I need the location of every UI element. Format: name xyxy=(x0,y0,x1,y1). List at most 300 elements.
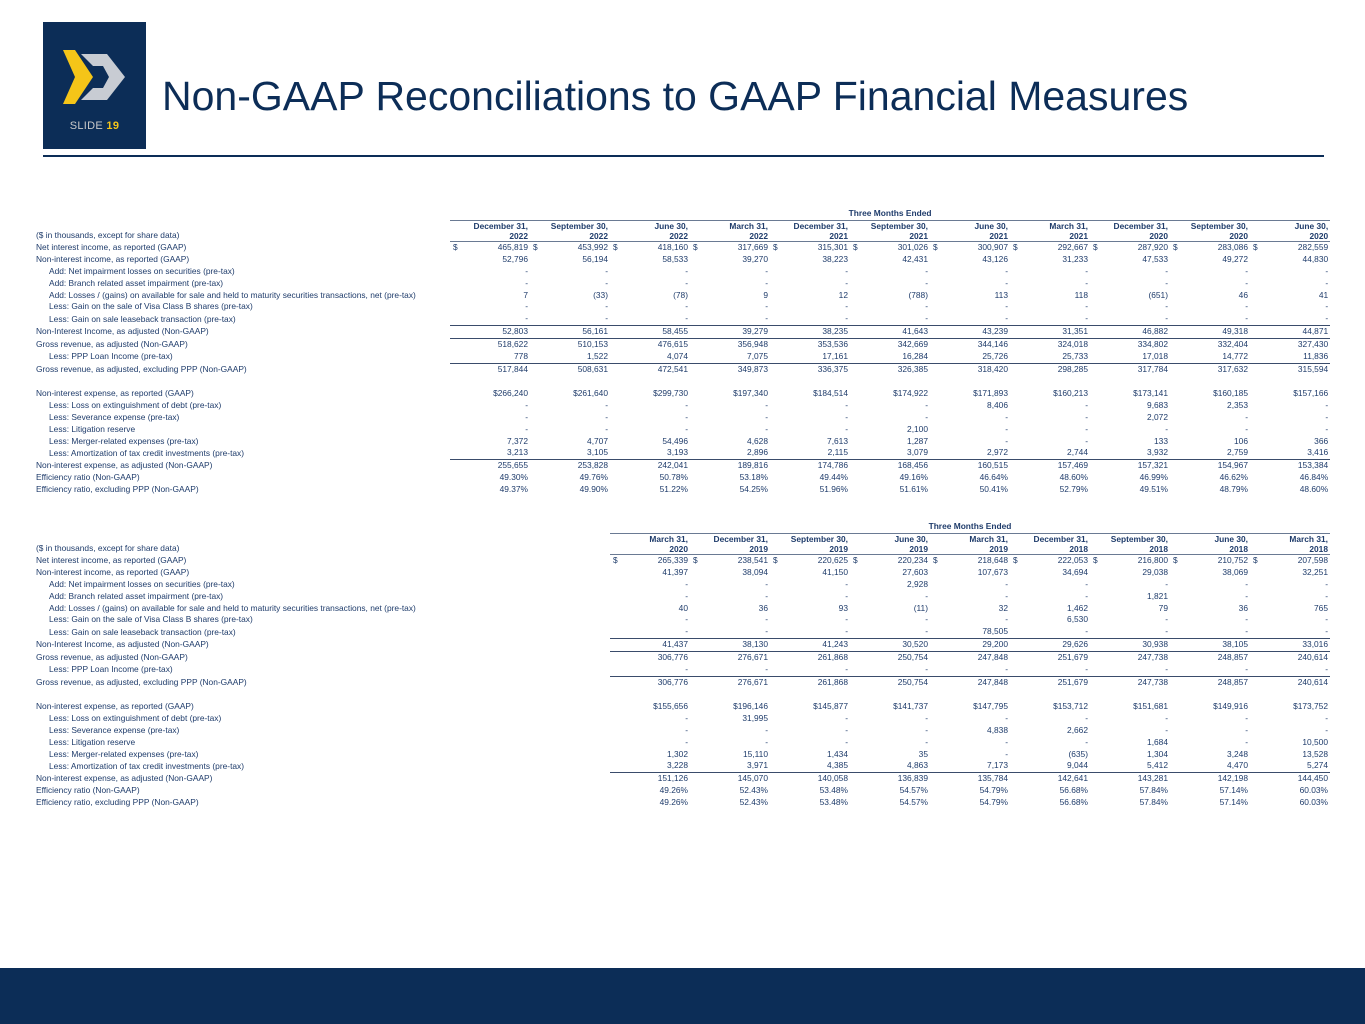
value-text: $299,730 xyxy=(653,387,688,398)
cell-value xyxy=(1170,579,1250,591)
cell-value xyxy=(1010,567,1090,579)
cell-value xyxy=(610,460,690,472)
table-row xyxy=(36,725,1330,737)
period-header xyxy=(850,220,930,241)
value-text: - xyxy=(525,301,528,312)
value-text: 168,456 xyxy=(897,460,928,471)
cell-value xyxy=(1250,713,1330,725)
cell-value xyxy=(450,326,530,339)
value-text: 41,243 xyxy=(822,639,848,650)
cell-value xyxy=(690,567,770,579)
value-text: - xyxy=(1085,578,1088,589)
cell-value xyxy=(770,266,850,278)
period-month: March 31, xyxy=(1289,533,1328,544)
value-text: - xyxy=(925,712,928,723)
value-text: - xyxy=(605,313,608,324)
value-text: 38,094 xyxy=(742,566,768,577)
cell-value xyxy=(1170,554,1250,566)
value-text: - xyxy=(685,277,688,288)
value-text: 324,018 xyxy=(1057,339,1088,350)
period-year: 2019 xyxy=(749,543,768,554)
value-text: 29,200 xyxy=(982,639,1008,650)
value-text: - xyxy=(1085,626,1088,637)
cell-value xyxy=(1170,664,1250,676)
value-text: - xyxy=(685,712,688,723)
cell-value xyxy=(530,254,610,266)
period-year: 2022 xyxy=(749,230,768,241)
cell-value xyxy=(450,278,530,290)
value-text: 306,776 xyxy=(657,652,688,663)
cell-value xyxy=(690,713,770,725)
reconciliation-table-2018-2020 xyxy=(36,521,1330,809)
cell-value xyxy=(1250,760,1330,772)
value-text: 251,679 xyxy=(1057,652,1088,663)
value-text: - xyxy=(1085,664,1088,675)
value-text: 240,614 xyxy=(1297,652,1328,663)
value-text: 49.16% xyxy=(899,472,928,483)
period-month: December 31, xyxy=(1033,533,1088,544)
period-header xyxy=(770,533,850,554)
table-row xyxy=(36,713,1330,725)
cell-value xyxy=(1010,713,1090,725)
cell-value xyxy=(930,388,1010,400)
value-text: - xyxy=(925,626,928,637)
cell-value xyxy=(1170,388,1250,400)
value-text: 47,533 xyxy=(1142,253,1168,264)
cell-value xyxy=(930,639,1010,652)
cell-value xyxy=(850,725,930,737)
cell-value xyxy=(1250,567,1330,579)
value-text: 29,626 xyxy=(1062,639,1088,650)
cell-value xyxy=(1250,351,1330,363)
value-text: 38,235 xyxy=(822,326,848,337)
cell-value xyxy=(1090,701,1170,713)
value-text: 255,655 xyxy=(497,460,528,471)
value-text: - xyxy=(1165,724,1168,735)
cell-value xyxy=(690,326,770,339)
value-text: 145,070 xyxy=(737,773,768,784)
slide-label: SLIDE xyxy=(69,120,104,132)
table-row xyxy=(36,749,1330,761)
cell-value xyxy=(450,290,530,302)
value-text: - xyxy=(1245,277,1248,288)
value-text: 2,115 xyxy=(827,447,848,458)
cell-value xyxy=(930,554,1010,566)
cell-value xyxy=(1170,400,1250,412)
cell-value xyxy=(1010,363,1090,375)
row-label: Net interest income, as reported (GAAP) xyxy=(36,241,187,252)
cell-value xyxy=(530,484,610,496)
value-text: 33,016 xyxy=(1302,639,1328,650)
value-text: $196,146 xyxy=(733,700,768,711)
row-label: Gross revenue, as adjusted, excluding PPP (Non-GAAP) xyxy=(36,363,247,374)
cell-value xyxy=(1090,484,1170,496)
value-text: 56,194 xyxy=(582,253,608,264)
value-text: 3,228 xyxy=(667,760,688,771)
value-text: - xyxy=(1085,313,1088,324)
value-text: 1,287 xyxy=(907,435,928,446)
value-text: - xyxy=(845,578,848,589)
table-row xyxy=(36,301,1330,313)
value-text: 366 xyxy=(1314,435,1329,446)
table-row xyxy=(36,773,1330,785)
cell-value xyxy=(1250,241,1330,253)
cell-value xyxy=(1010,412,1090,424)
value-text: 32,251 xyxy=(1302,566,1328,577)
value-text: 31,995 xyxy=(742,712,768,723)
cell-value xyxy=(1010,447,1090,459)
cell-value xyxy=(610,313,690,325)
value-text: - xyxy=(1325,423,1329,434)
cell-value xyxy=(1090,278,1170,290)
cell-value xyxy=(770,326,850,339)
cell-value xyxy=(1090,241,1170,253)
cell-value xyxy=(610,725,690,737)
value-text: 315,301 xyxy=(817,241,848,252)
cell-value xyxy=(930,652,1010,664)
group-header: Three Months Ended xyxy=(610,521,1330,533)
cell-value xyxy=(1250,484,1330,496)
value-text: 31,233 xyxy=(1062,253,1088,264)
cell-value xyxy=(610,626,690,638)
currency-symbol: $ xyxy=(853,241,858,252)
period-month: December 31, xyxy=(793,220,848,231)
cell-value xyxy=(610,241,690,253)
value-text: - xyxy=(1245,578,1248,589)
cell-value xyxy=(850,554,930,566)
value-text: 3,248 xyxy=(1227,748,1248,759)
value-text: - xyxy=(1005,277,1008,288)
period-header xyxy=(1010,533,1090,554)
value-text: - xyxy=(1005,423,1008,434)
value-text: 157,321 xyxy=(1137,460,1168,471)
cell-value xyxy=(850,460,930,472)
cell-value xyxy=(1250,412,1330,424)
cell-value xyxy=(690,652,770,664)
table-row xyxy=(36,460,1330,472)
cell-value xyxy=(690,412,770,424)
cell-value xyxy=(850,388,930,400)
value-text: 1,304 xyxy=(1147,748,1168,759)
cell-value xyxy=(770,725,850,737)
cell-value xyxy=(450,313,530,325)
cell-value xyxy=(1170,591,1250,603)
value-text: 265,339 xyxy=(657,554,688,565)
value-text: - xyxy=(1245,423,1248,434)
cell-value xyxy=(1250,664,1330,676)
cell-value xyxy=(610,301,690,313)
row-label: Add: Losses / (gains) on available for sale and held to maturity securities transactions, net (pre-tax) xyxy=(49,602,416,613)
value-text: 60.03% xyxy=(1299,785,1328,796)
cell-value xyxy=(850,749,930,761)
cell-value xyxy=(1010,614,1090,626)
value-text: 318,420 xyxy=(977,363,1008,374)
cell-value xyxy=(770,241,850,253)
cell-value xyxy=(1090,266,1170,278)
value-text: 30,938 xyxy=(1142,639,1168,650)
cell-value xyxy=(1170,436,1250,448)
value-text: 247,738 xyxy=(1137,652,1168,663)
value-text: - xyxy=(1085,265,1088,276)
cell-value xyxy=(690,436,770,448)
cell-value xyxy=(1090,676,1170,688)
value-text: 1,522 xyxy=(587,351,608,362)
value-text: 51.22% xyxy=(659,484,688,495)
value-text: 46.84% xyxy=(1299,472,1329,483)
value-text: 247,848 xyxy=(977,676,1008,687)
table-row xyxy=(36,278,1330,290)
cell-value xyxy=(1010,676,1090,688)
value-text: 326,385 xyxy=(897,363,928,374)
value-text: - xyxy=(925,411,928,422)
value-text: 113 xyxy=(994,289,1008,300)
currency-symbol: $ xyxy=(933,554,938,565)
value-text: 46,882 xyxy=(1142,326,1168,337)
units-note: ($ in thousands, except for share data) xyxy=(36,542,180,553)
cell-value xyxy=(1170,326,1250,339)
cell-value xyxy=(1010,351,1090,363)
value-text: 778 xyxy=(514,351,528,362)
cell-value xyxy=(690,363,770,375)
value-text: 253,828 xyxy=(577,460,608,471)
value-text: 107,673 xyxy=(977,566,1008,577)
cell-value xyxy=(690,664,770,676)
value-text: - xyxy=(1245,736,1248,747)
cell-value xyxy=(770,290,850,302)
cell-value xyxy=(690,278,770,290)
footer-bar xyxy=(0,968,1365,1024)
cell-value xyxy=(770,460,850,472)
value-text: 41,397 xyxy=(662,566,688,577)
value-text: 4,074 xyxy=(667,351,688,362)
value-text: 41 xyxy=(1318,289,1329,300)
value-text: 4,470 xyxy=(1227,760,1248,771)
cell-value xyxy=(450,400,530,412)
period-header xyxy=(1170,220,1250,241)
value-text: 261,868 xyxy=(817,676,848,687)
cell-value xyxy=(930,412,1010,424)
cell-value xyxy=(610,290,690,302)
cell-value xyxy=(450,301,530,313)
row-label: Efficiency ratio (Non-GAAP) xyxy=(36,472,140,483)
cell-value xyxy=(1170,278,1250,290)
currency-symbol: $ xyxy=(1093,554,1098,565)
value-text: 142,198 xyxy=(1217,773,1248,784)
value-text: - xyxy=(605,265,608,276)
value-text: - xyxy=(925,265,928,276)
cell-value xyxy=(1010,313,1090,325)
row-label: Net interest income, as reported (GAAP) xyxy=(36,554,187,565)
period-month: March 31, xyxy=(969,533,1008,544)
value-text: - xyxy=(1325,664,1328,675)
table-row xyxy=(36,436,1330,448)
cell-value xyxy=(1010,797,1090,809)
cell-value xyxy=(770,424,850,436)
value-text: 49,318 xyxy=(1222,326,1248,337)
cell-value xyxy=(690,472,770,484)
cell-value xyxy=(690,424,770,436)
cell-value xyxy=(1090,591,1170,603)
cell-value xyxy=(1090,254,1170,266)
value-text: - xyxy=(765,578,768,589)
cell-value xyxy=(770,579,850,591)
value-text: 306,776 xyxy=(657,676,688,687)
value-text: - xyxy=(1005,313,1008,324)
cell-value xyxy=(690,290,770,302)
value-text: 46.62% xyxy=(1219,472,1248,483)
value-text: - xyxy=(925,277,928,288)
cell-value xyxy=(1250,326,1330,339)
value-text: 16,284 xyxy=(902,351,928,362)
cell-value xyxy=(1250,652,1330,664)
value-text: - xyxy=(845,411,848,422)
currency-symbol: $ xyxy=(773,241,778,252)
value-text: - xyxy=(685,411,688,422)
row-label: Gross revenue, as adjusted, excluding PPP (Non-GAAP) xyxy=(36,676,247,687)
value-text: - xyxy=(925,399,928,410)
cell-value xyxy=(1090,412,1170,424)
value-text: - xyxy=(685,423,688,434)
cell-value xyxy=(1090,567,1170,579)
cell-value xyxy=(690,313,770,325)
value-text: 17,161 xyxy=(822,351,848,362)
cell-value xyxy=(610,447,690,459)
value-text: 157,469 xyxy=(1057,460,1088,471)
value-text: - xyxy=(845,313,848,324)
value-text: $149,916 xyxy=(1213,700,1248,711)
cell-value xyxy=(530,472,610,484)
value-text: 283,086 xyxy=(1217,241,1248,252)
cell-value xyxy=(450,254,530,266)
cell-value xyxy=(1090,339,1170,351)
value-text: - xyxy=(1165,578,1168,589)
cell-value xyxy=(530,447,610,459)
cell-value xyxy=(1010,472,1090,484)
value-text: - xyxy=(685,664,688,675)
value-text: 1,821 xyxy=(1147,590,1168,601)
cell-value xyxy=(1250,639,1330,652)
table-row xyxy=(36,388,1330,400)
value-text: - xyxy=(765,590,768,601)
value-text: - xyxy=(605,423,608,434)
value-text: 57.14% xyxy=(1219,785,1248,796)
cell-value xyxy=(930,436,1010,448)
currency-symbol: $ xyxy=(693,241,698,252)
cell-value xyxy=(770,603,850,615)
cell-value xyxy=(930,664,1010,676)
row-label: Less: Litigation reserve xyxy=(49,423,136,434)
cell-value xyxy=(770,567,850,579)
value-text: (651) xyxy=(1148,289,1168,300)
value-text: $171,893 xyxy=(973,387,1008,398)
value-text: 1,434 xyxy=(827,748,848,759)
cell-value xyxy=(930,290,1010,302)
value-text: 14,772 xyxy=(1222,351,1248,362)
value-text: - xyxy=(1325,411,1329,422)
value-text: - xyxy=(845,664,848,675)
cell-value xyxy=(610,591,690,603)
cell-value xyxy=(770,472,850,484)
cell-value xyxy=(930,460,1010,472)
value-text: 222,053 xyxy=(1057,554,1088,565)
value-text: 250,754 xyxy=(897,652,928,663)
cell-value xyxy=(850,266,930,278)
cell-value xyxy=(450,436,530,448)
value-text: - xyxy=(685,736,688,747)
value-text: $266,240 xyxy=(493,387,528,398)
cell-value xyxy=(1010,241,1090,253)
cell-value xyxy=(930,797,1010,809)
cell-value xyxy=(690,554,770,566)
value-text: 240,614 xyxy=(1297,676,1328,687)
cell-value xyxy=(1170,339,1250,351)
cell-value xyxy=(610,363,690,375)
cell-value xyxy=(610,760,690,772)
value-text: - xyxy=(1325,399,1329,410)
cell-value xyxy=(690,339,770,351)
period-header xyxy=(530,220,610,241)
cell-value xyxy=(610,579,690,591)
cell-value xyxy=(610,351,690,363)
cell-value xyxy=(1090,639,1170,652)
value-text: - xyxy=(845,265,848,276)
cell-value xyxy=(1250,447,1330,459)
cell-value xyxy=(850,339,930,351)
cell-value xyxy=(850,484,930,496)
value-text: 48.60% xyxy=(1299,484,1329,495)
value-text: 220,625 xyxy=(817,554,848,565)
value-text: 418,160 xyxy=(657,241,688,252)
cell-value xyxy=(610,614,690,626)
cell-value xyxy=(450,339,530,351)
value-text: - xyxy=(765,411,768,422)
value-text: (78) xyxy=(673,289,688,300)
cell-value xyxy=(690,639,770,652)
cell-value xyxy=(610,773,690,785)
value-text: - xyxy=(525,277,528,288)
cell-value xyxy=(770,412,850,424)
value-text: 78,505 xyxy=(982,626,1008,637)
value-text: - xyxy=(765,724,768,735)
table-row xyxy=(36,363,1330,375)
cell-value xyxy=(690,400,770,412)
value-text: 218,648 xyxy=(977,554,1008,565)
cell-value xyxy=(530,460,610,472)
period-header xyxy=(850,533,930,554)
table-row xyxy=(36,785,1330,797)
value-text: - xyxy=(1085,399,1088,410)
cell-value xyxy=(530,412,610,424)
value-text: - xyxy=(1165,277,1168,288)
value-text: 39,279 xyxy=(742,326,768,337)
value-text: - xyxy=(1325,712,1328,723)
value-text: $153,712 xyxy=(1053,700,1088,711)
cell-value xyxy=(850,664,930,676)
value-text: - xyxy=(765,614,768,625)
value-text: 3,193 xyxy=(667,447,688,458)
cell-value xyxy=(1250,749,1330,761)
value-text: 118 xyxy=(1074,289,1088,300)
period-year: 2019 xyxy=(989,543,1008,554)
cell-value xyxy=(530,400,610,412)
period-month: September 30, xyxy=(790,533,848,544)
value-text: 1,462 xyxy=(1067,602,1088,613)
cell-value xyxy=(690,447,770,459)
cell-value xyxy=(1010,554,1090,566)
value-text: 140,058 xyxy=(817,773,848,784)
cell-value xyxy=(930,400,1010,412)
value-text: - xyxy=(925,590,928,601)
